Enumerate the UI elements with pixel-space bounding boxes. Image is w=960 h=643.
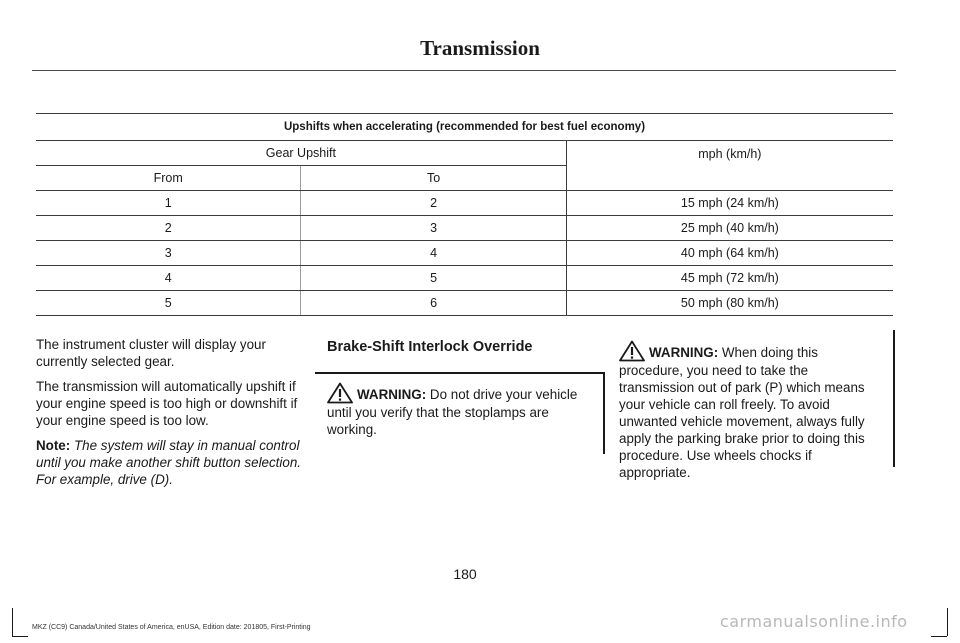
note-label: Note: xyxy=(36,438,71,453)
warning-label: WARNING: xyxy=(649,345,719,360)
crop-mark-left-bottom xyxy=(12,636,28,637)
from-cell: 1 xyxy=(36,191,301,216)
page-number: 180 xyxy=(453,566,477,582)
warning-text: Do not drive your vehicle until you verify that the stoplamps are working. xyxy=(327,387,578,437)
upshift-table xyxy=(36,113,893,316)
to-cell: 2 xyxy=(301,191,566,216)
warning-box-right-rule xyxy=(893,330,895,467)
from-cell: 2 xyxy=(36,216,301,241)
warning-box-right-rule xyxy=(603,374,605,454)
crop-mark-left xyxy=(12,608,13,636)
from-cell: 3 xyxy=(36,241,301,266)
speed-cell: 45 mph (72 km/h) xyxy=(566,266,893,291)
speed-cell: 40 mph (64 km/h) xyxy=(566,241,893,266)
warning-triangle-icon xyxy=(619,340,645,362)
to-header: To xyxy=(301,166,566,191)
warning-triangle-icon xyxy=(327,382,353,404)
middle-column xyxy=(327,336,605,438)
warning-box-park xyxy=(607,330,895,481)
gear-upshift-header: Gear Upshift xyxy=(36,141,566,166)
upshift-paragraph: The transmission will automatically upshift if your engine speed is too high or downshift if your engine speed is too low. xyxy=(36,379,298,428)
to-cell: 3 xyxy=(301,216,566,241)
section-heading: Brake-Shift Interlock Override xyxy=(327,339,533,355)
edition-footer: MKZ (CC9) Canada/United States of America, enUSA, Edition date: 201805, First-Printing xyxy=(32,624,311,631)
to-cell: 4 xyxy=(301,241,566,266)
from-cell: 5 xyxy=(36,291,301,316)
crop-mark-right-bottom xyxy=(931,636,947,637)
table-row xyxy=(36,216,893,241)
cluster-paragraph: The instrument cluster will display your currently selected gear. xyxy=(36,337,266,369)
speed-cell: 25 mph (40 km/h) xyxy=(566,216,893,241)
from-cell: 4 xyxy=(36,266,301,291)
speed-cell: 15 mph (24 km/h) xyxy=(566,191,893,216)
watermark: carmanualsonline.info xyxy=(720,612,908,631)
right-column xyxy=(619,330,895,481)
speed-cell: 50 mph (80 km/h) xyxy=(566,291,893,316)
table-row xyxy=(36,241,893,266)
note-text: The system will stay in manual control until you make another shift button selection. For example, drive (D). xyxy=(36,438,301,487)
table-row xyxy=(36,191,893,216)
table-caption: Upshifts when accelerating (recommended for best fuel economy) xyxy=(36,114,893,141)
title-rule xyxy=(32,70,896,71)
speed-header: mph (km/h) xyxy=(566,141,893,191)
table-row xyxy=(36,266,893,291)
to-cell: 6 xyxy=(301,291,566,316)
table-row xyxy=(36,291,893,316)
note-paragraph xyxy=(36,437,308,488)
warning-text: When doing this procedure, you need to take the transmission out of park (P) which means your vehicle can roll freely. To avoid unwanted vehicle movement, always fully apply the parking brake prior to doing this procedure. Use wheels chocks if appropriate. xyxy=(619,345,865,480)
left-column xyxy=(36,336,308,496)
warning-box-stoplamps xyxy=(315,372,605,438)
warning-label: WARNING: xyxy=(357,387,427,402)
crop-mark-right xyxy=(947,608,948,636)
to-cell: 5 xyxy=(301,266,566,291)
from-header: From xyxy=(36,166,301,191)
page-title: Transmission xyxy=(420,36,540,60)
